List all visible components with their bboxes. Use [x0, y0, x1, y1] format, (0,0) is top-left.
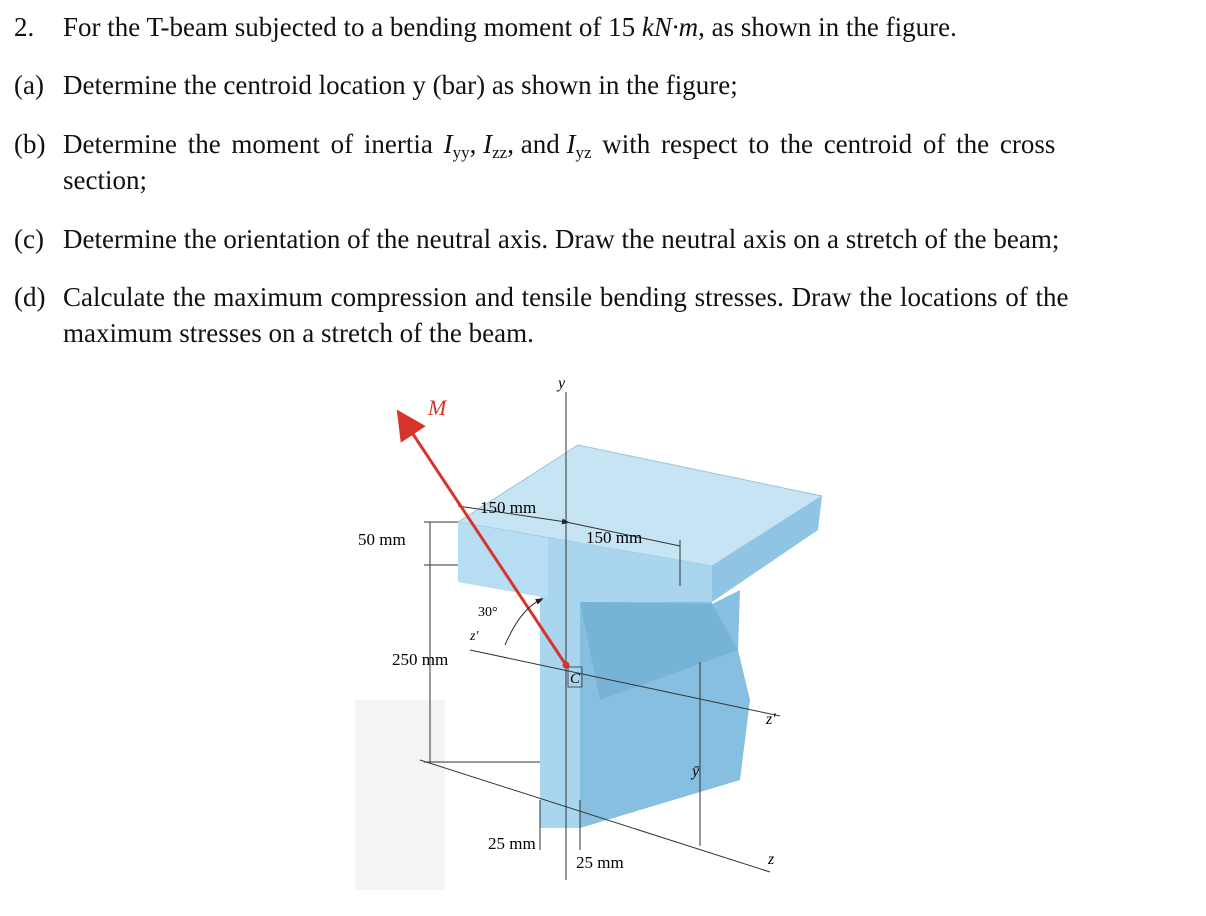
label-dim-flange-left: 150 mm — [480, 498, 537, 517]
label-dim-web-left: 25 mm — [488, 834, 536, 853]
part-b-text-line2: section; — [63, 165, 147, 195]
inertia-symbol-yz: I — [566, 129, 576, 159]
problem-number: 2. — [14, 12, 35, 42]
label-dim-web-height: 250 mm — [392, 650, 449, 669]
part-b-sep1: , — [469, 129, 484, 159]
part-c-label: (c) — [14, 224, 44, 254]
label-z: z — [768, 851, 775, 868]
part-d-line2 — [63, 316, 534, 350]
inertia-subscript-yz: yz — [575, 143, 592, 162]
angle-arc — [505, 600, 540, 645]
background-shade — [355, 700, 445, 890]
label-C: C — [570, 671, 581, 687]
part-d-label: (d) — [14, 282, 46, 312]
part-c-text: Determine the orientation of the neutral axis. Draw the neutral axis on a stretch of the beam; — [63, 224, 1060, 254]
label-z-prime: z' — [766, 711, 776, 728]
part-a-text: Determine the centroid location y (bar) as shown in the figure; — [63, 70, 738, 100]
label-z-prime-small: z' — [470, 629, 479, 644]
label-angle: 30° — [478, 605, 498, 620]
label-dim-flange-thickness: 50 mm — [358, 530, 406, 549]
centroid-point — [563, 662, 570, 669]
part-b-sep2: , and — [507, 129, 567, 159]
t-beam-drawing — [340, 370, 860, 910]
intro-text-post: , as shown in the figure. — [698, 12, 957, 42]
label-dim-flange-right: 150 mm — [586, 528, 643, 547]
label-dim-web-right: 25 mm — [576, 853, 624, 872]
inertia-symbol-zz: I — [483, 129, 493, 159]
part-a-label: (a) — [14, 70, 44, 100]
part-b-label: (b) — [14, 129, 46, 159]
part-b-text-post: with respect to the centroid of the cross — [591, 129, 1056, 159]
intro-unit: kN·m — [641, 12, 699, 42]
part-d-text-line2: maximum stresses on a stretch of the beam. — [63, 318, 534, 348]
part-b-line2 — [63, 163, 147, 197]
intro-text-pre: For the T-beam subjected to a bending moment of 15 — [63, 12, 642, 42]
inertia-subscript-zz: zz — [492, 143, 508, 162]
label-y: y — [558, 375, 566, 392]
part-b-text-pre: Determine the moment of inertia — [63, 129, 444, 159]
label-M: M — [428, 395, 447, 420]
t-beam-figure — [340, 370, 860, 910]
label-ybar: ȳ — [692, 763, 700, 780]
inertia-subscript-yy: yy — [452, 143, 470, 162]
part-d-text-line1: Calculate the maximum compression and tensile bending stresses. Draw the locations of the — [63, 282, 1069, 312]
inertia-symbol-yy: I — [443, 129, 453, 159]
